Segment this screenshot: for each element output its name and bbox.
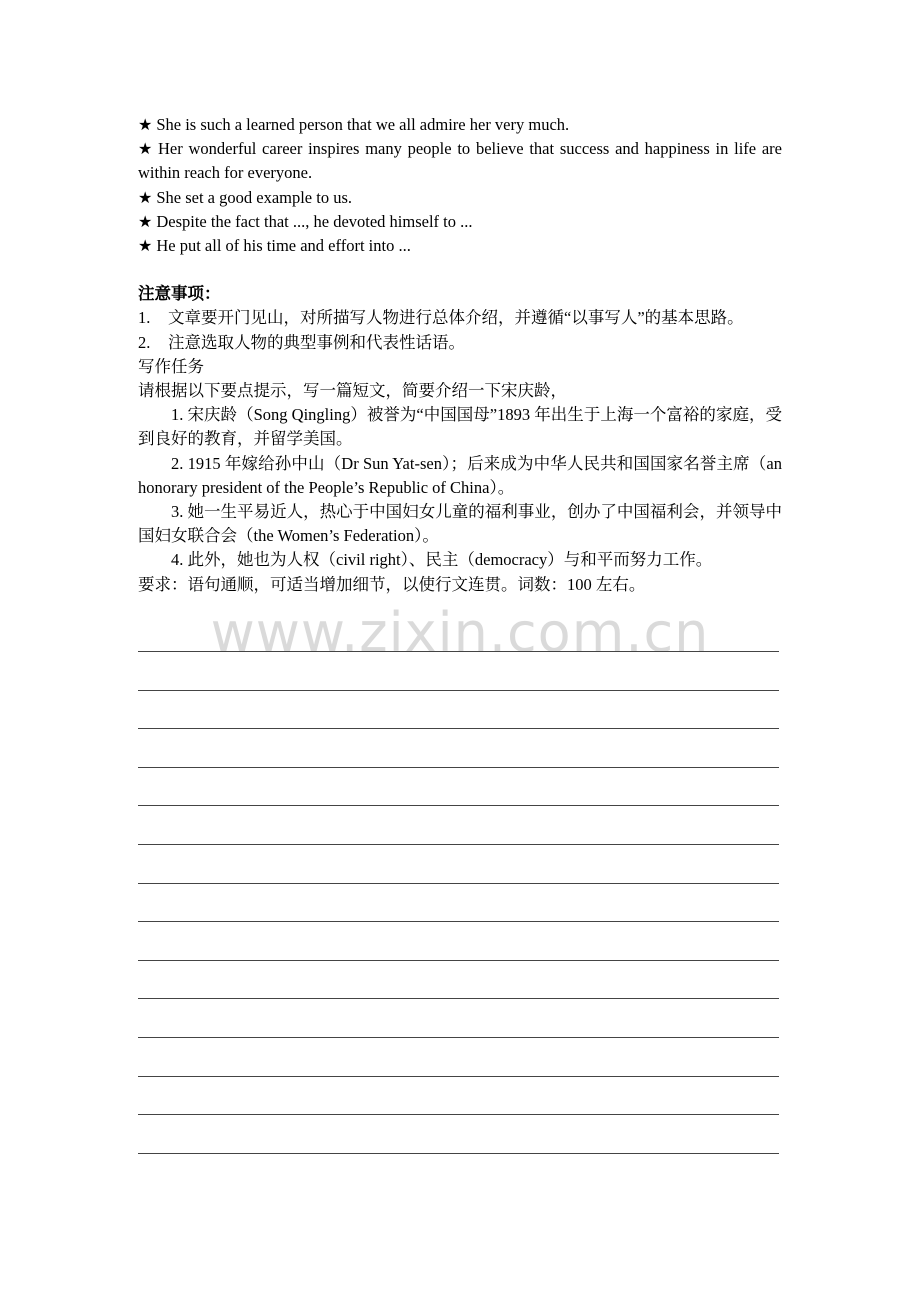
star-icon: ★ bbox=[138, 236, 153, 256]
answer-line[interactable] bbox=[138, 768, 779, 807]
answer-line[interactable] bbox=[138, 1077, 779, 1116]
worksheet-page bbox=[138, 113, 782, 597]
note-text: 注意选取人物的典型事例和代表性话语。 bbox=[168, 332, 465, 352]
task-point-4: 4. 此外，她也为人权（civil right）、民主（democracy）与和平而努力工作。 bbox=[171, 550, 713, 570]
spacer bbox=[138, 258, 782, 282]
note-number: 2. bbox=[138, 332, 151, 352]
task-point-2: 2. 1915 年嫁给孙中山（Dr Sun Yat-sen）；后来成为中华人民共和国国家名誉主席（an honorary president of the People’s Republic of China）。 bbox=[138, 453, 782, 497]
answer-line[interactable] bbox=[138, 922, 779, 961]
answer-area[interactable] bbox=[138, 651, 779, 1154]
watermark: www.zixin.com.cn bbox=[210, 601, 710, 664]
phrase-3: ★ She set a good example to us. bbox=[138, 187, 353, 207]
star-icon: ★ bbox=[138, 187, 153, 207]
answer-line[interactable] bbox=[138, 729, 779, 768]
star-icon: ★ bbox=[138, 139, 154, 159]
answer-line[interactable] bbox=[138, 999, 779, 1038]
notes-heading: 注意事项： bbox=[138, 284, 221, 304]
note-text: 文章要开门见山，对所描写人物进行总体介绍，并遵循“以事写人”的基本思路。 bbox=[168, 308, 744, 328]
answer-line[interactable] bbox=[138, 652, 779, 691]
phrase-1: ★ She is such a learned person that we all admire her very much. bbox=[138, 115, 570, 134]
phrase-4: ★ Despite the fact that ..., he devoted himself to ... bbox=[138, 211, 473, 231]
answer-line[interactable] bbox=[138, 1115, 779, 1154]
task-heading: 写作任务 bbox=[138, 356, 204, 376]
task-point-3: 3. 她一生平易近人，热心于中国妇女儿童的福利事业，创办了中国福利会，并领导中国妇女联合会（the Women’s Federation）。 bbox=[138, 502, 782, 546]
answer-line[interactable] bbox=[138, 961, 779, 1000]
task-requirement: 要求：语句通顺，可适当增加细节，以使行文连贯。词数：100 左右。 bbox=[138, 574, 646, 594]
star-icon: ★ bbox=[138, 211, 153, 231]
task-point-1: 1. 宋庆龄（Song Qingling）被誉为“中国国母”1893 年出生于上海一个富裕的家庭，受到良好的教育，并留学美国。 bbox=[138, 405, 782, 449]
note-item-1 bbox=[138, 306, 782, 330]
answer-line[interactable] bbox=[138, 691, 779, 730]
task-intro: 请根据以下要点提示，写一篇短文，简要介绍一下宋庆龄， bbox=[138, 381, 567, 401]
phrase-5: ★ He put all of his time and effort into ... bbox=[138, 236, 411, 256]
note-number: 1. bbox=[138, 308, 151, 328]
star-icon: ★ bbox=[138, 115, 153, 134]
answer-line[interactable] bbox=[138, 884, 779, 923]
answer-line[interactable] bbox=[138, 806, 779, 845]
answer-line[interactable] bbox=[138, 1038, 779, 1077]
phrase-2: ★ Her wonderful career inspires many people to believe that success and happiness in life are within reach for everyone. bbox=[138, 139, 783, 183]
note-item-2 bbox=[138, 331, 782, 355]
answer-line[interactable] bbox=[138, 845, 779, 884]
